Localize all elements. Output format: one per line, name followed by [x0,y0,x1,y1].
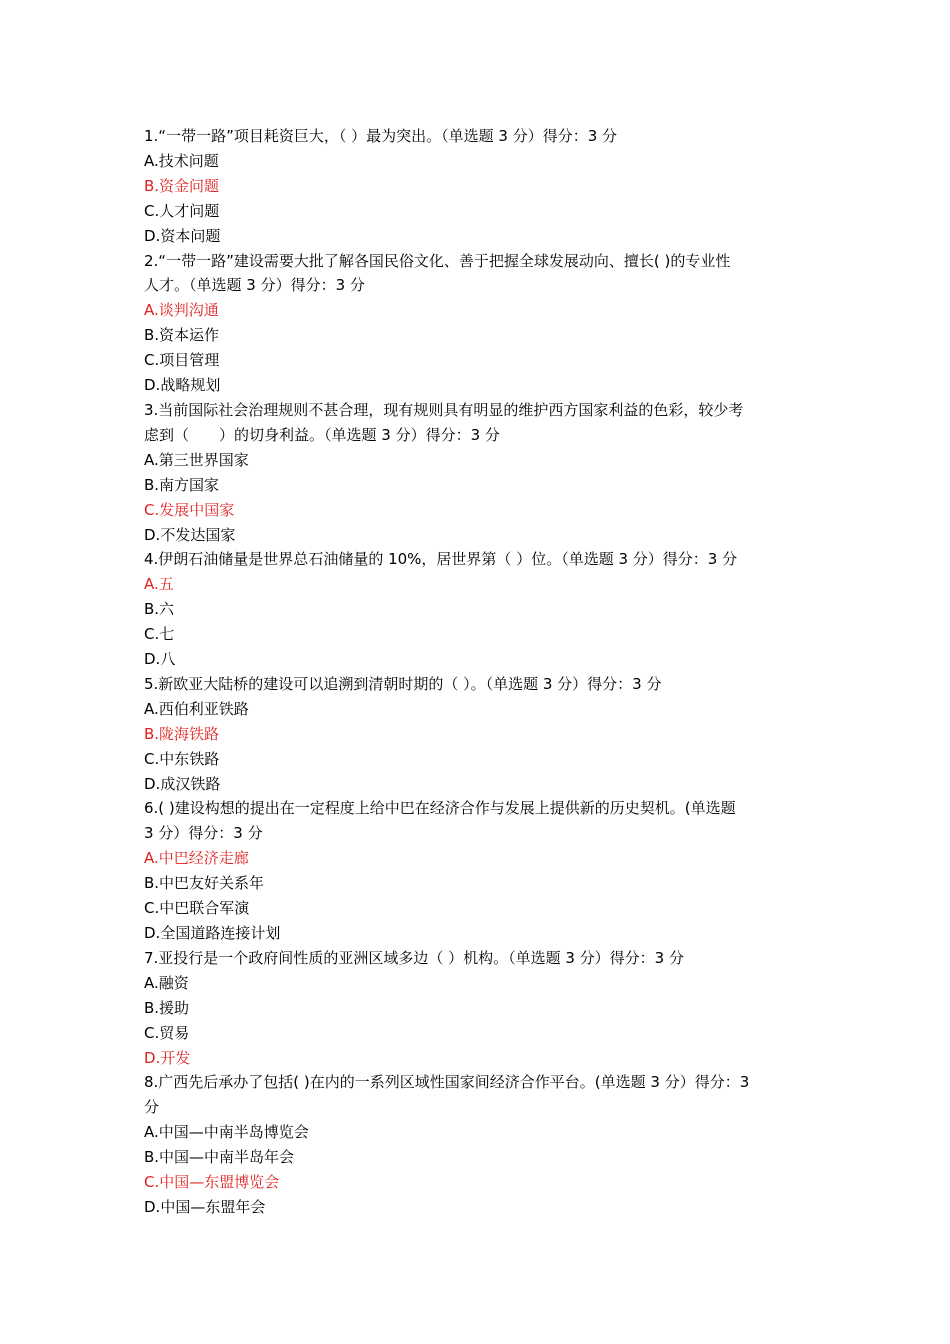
option: B.援助 [144,998,190,1017]
option: D.全国道路连接计划 [144,924,281,942]
option: C.中巴联合军演 [144,899,250,918]
option: D.成汉铁路 [144,774,221,793]
question-block [144,1070,810,1219]
question-stem-line: 5.新欧亚大陆桥的建设可以追溯到清朝时期的（ ）。（单选题 3 分）得分：3 分 [144,674,662,693]
option: A.第三世界国家 [144,450,249,469]
question-stem-line: 分 [144,1098,160,1117]
option-correct: B.陇海铁路 [144,724,220,743]
option: A.西伯利亚铁路 [144,699,249,718]
option: D.战略规划 [144,376,221,395]
question-stem-line: 7.亚投行是一个政府间性质的亚洲区域多边（ ）机构。（单选题 3 分）得分：3 分 [144,948,684,967]
quiz-document [144,124,810,1220]
option-correct: A.谈判沟通 [144,301,219,320]
question-block [144,946,810,1071]
question-block [144,398,810,547]
option-correct: C.发展中国家 [144,500,235,519]
option: B.资本运作 [144,326,220,345]
option: B.六 [144,600,175,619]
option: C.中东铁路 [144,749,220,768]
question-block [144,672,810,797]
option-correct: C.中国—东盟博览会 [144,1173,280,1192]
question-block [144,249,810,398]
question-block [144,124,810,249]
question-stem-line: 2.“一带一路”建设需要大批了解各国民俗文化、善于把握全球发展动向、擅长( )的专业性 [144,251,731,270]
option-correct: B.资金问题 [144,176,220,195]
option: C.贸易 [144,1023,190,1042]
option: D.资本问题 [144,226,221,245]
option: C.人才问题 [144,201,220,220]
question-stem-line: 虑到（ ）的切身利益。（单选题 3 分）得分：3 分 [144,425,500,444]
option: A.中国—中南半岛博览会 [144,1123,309,1142]
question-block [144,547,810,672]
option: A.技术问题 [144,151,219,170]
option: C.七 [144,625,175,644]
option: B.南方国家 [144,475,220,494]
option: D.不发达国家 [144,525,236,544]
option-correct: A.五 [144,575,174,594]
option: B.中巴友好关系年 [144,874,265,893]
question-stem-line: 6.( )建设构想的提出在一定程度上给中巴在经济合作与发展上提供新的历史契机。(单选题 [144,799,736,818]
question-stem-line: 3 分）得分：3 分 [144,824,263,843]
question-stem-line: 8.广西先后承办了包括( )在内的一系列区域性国家间经济合作平台。(单选题 3 分）得分：3 [144,1073,750,1092]
question-stem-line: 1.“一带一路”项目耗资巨大，（ ）最为突出。（单选题 3 分）得分：3 分 [144,127,618,145]
option: D.八 [144,650,176,669]
option: C.项目管理 [144,351,220,370]
option-correct: A.中巴经济走廊 [144,849,249,868]
question-block [144,796,810,945]
option: D.中国—东盟年会 [144,1197,266,1216]
question-stem-line: 3.当前国际社会治理规则不甚合理，现有规则具有明显的维护西方国家利益的色彩，较少考 [144,400,744,419]
question-stem-line: 4.伊朗石油储量是世界总石油储量的 10%，居世界第（ ）位。（单选题 3 分）得分：3 分 [144,550,738,569]
question-stem-line: 人才。（单选题 3 分）得分：3 分 [144,276,365,295]
option: B.中国—中南半岛年会 [144,1148,295,1167]
option: A.融资 [144,973,189,992]
option-correct: D.开发 [144,1048,191,1067]
